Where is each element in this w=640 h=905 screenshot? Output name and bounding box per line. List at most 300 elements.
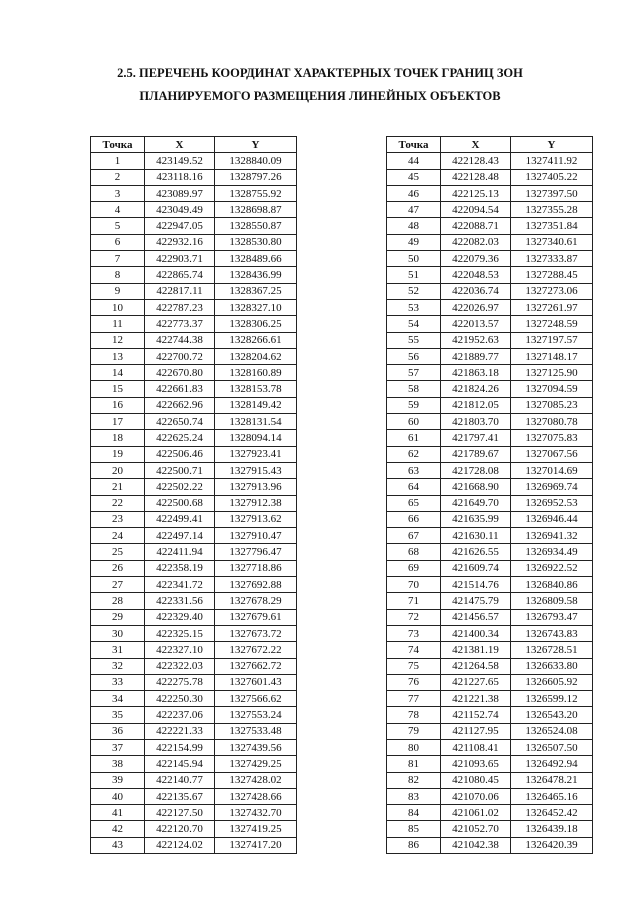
- cell-y: 1327248.59: [511, 316, 593, 332]
- cell-x: 421400.34: [441, 625, 511, 641]
- cell-point: 8: [91, 267, 145, 283]
- cell-x: 422329.40: [145, 609, 215, 625]
- cell-point: 32: [91, 658, 145, 674]
- cell-y: 1328266.61: [215, 332, 297, 348]
- cell-y: 1326840.86: [511, 577, 593, 593]
- cell-x: 421728.08: [441, 462, 511, 478]
- cell-x: 422124.02: [145, 837, 215, 853]
- cell-y: 1328530.80: [215, 234, 297, 250]
- cell-y: 1327429.25: [215, 756, 297, 772]
- cell-x: 421952.63: [441, 332, 511, 348]
- table-row: [91, 332, 297, 348]
- cell-point: 14: [91, 365, 145, 381]
- table-row: [91, 299, 297, 315]
- table-row: [91, 788, 297, 804]
- cell-x: 422932.16: [145, 234, 215, 250]
- table-row: [91, 462, 297, 478]
- cell-point: 58: [387, 381, 441, 397]
- cell-y: 1328149.42: [215, 397, 297, 413]
- header-y: Y: [511, 137, 593, 153]
- cell-x: 422947.05: [145, 218, 215, 234]
- cell-point: 68: [387, 544, 441, 560]
- cell-x: 422744.38: [145, 332, 215, 348]
- cell-y: 1327428.02: [215, 772, 297, 788]
- cell-y: 1326420.39: [511, 837, 593, 853]
- table-row: [387, 283, 593, 299]
- cell-y: 1328204.62: [215, 348, 297, 364]
- table-row: [91, 397, 297, 413]
- cell-point: 71: [387, 593, 441, 609]
- cell-x: 422661.83: [145, 381, 215, 397]
- table-row: [387, 251, 593, 267]
- cell-point: 76: [387, 674, 441, 690]
- cell-y: 1328160.89: [215, 365, 297, 381]
- table-row: [387, 316, 593, 332]
- table-row: [91, 283, 297, 299]
- cell-point: 2: [91, 169, 145, 185]
- table-row: [91, 691, 297, 707]
- cell-point: 81: [387, 756, 441, 772]
- cell-point: 4: [91, 202, 145, 218]
- cell-point: 60: [387, 414, 441, 430]
- cell-x: 422088.71: [441, 218, 511, 234]
- table-row: [91, 577, 297, 593]
- cell-x: 421812.05: [441, 397, 511, 413]
- cell-x: 421456.57: [441, 609, 511, 625]
- cell-x: 421227.65: [441, 674, 511, 690]
- header-point: Точка: [387, 137, 441, 153]
- cell-point: 31: [91, 642, 145, 658]
- cell-y: 1328306.25: [215, 316, 297, 332]
- cell-y: 1326922.52: [511, 560, 593, 576]
- cell-x: 422275.78: [145, 674, 215, 690]
- table-row: [387, 430, 593, 446]
- cell-y: 1328327.10: [215, 299, 297, 315]
- cell-y: 1327439.56: [215, 739, 297, 755]
- table-row: [91, 169, 297, 185]
- cell-point: 29: [91, 609, 145, 625]
- cell-y: 1326605.92: [511, 674, 593, 690]
- cell-point: 73: [387, 625, 441, 641]
- table-row: [91, 202, 297, 218]
- cell-x: 422127.50: [145, 805, 215, 821]
- cell-y: 1326793.47: [511, 609, 593, 625]
- cell-y: 1326969.74: [511, 479, 593, 495]
- cell-x: 421080.45: [441, 772, 511, 788]
- cell-point: 70: [387, 577, 441, 593]
- cell-y: 1326492.94: [511, 756, 593, 772]
- cell-y: 1327148.17: [511, 348, 593, 364]
- table-row: [387, 479, 593, 495]
- cell-point: 37: [91, 739, 145, 755]
- table-row: [91, 609, 297, 625]
- cell-point: 26: [91, 560, 145, 576]
- cell-x: 422322.03: [145, 658, 215, 674]
- cell-point: 79: [387, 723, 441, 739]
- cell-x: 422325.15: [145, 625, 215, 641]
- cell-y: 1327915.43: [215, 462, 297, 478]
- cell-x: 422331.56: [145, 593, 215, 609]
- cell-x: 421789.67: [441, 446, 511, 462]
- cell-x: 421635.99: [441, 511, 511, 527]
- cell-point: 30: [91, 625, 145, 641]
- table-row: [387, 837, 593, 853]
- cell-y: 1327417.20: [215, 837, 297, 853]
- cell-point: 45: [387, 169, 441, 185]
- cell-x: 422079.36: [441, 251, 511, 267]
- cell-point: 69: [387, 560, 441, 576]
- cell-x: 422120.70: [145, 821, 215, 837]
- table-row: [387, 772, 593, 788]
- cell-x: 421863.18: [441, 365, 511, 381]
- cell-x: 422237.06: [145, 707, 215, 723]
- table-row: [91, 479, 297, 495]
- cell-point: 16: [91, 397, 145, 413]
- header-point: Точка: [91, 137, 145, 153]
- cell-x: 421127.95: [441, 723, 511, 739]
- cell-x: 421803.70: [441, 414, 511, 430]
- cell-x: 423149.52: [145, 153, 215, 169]
- cell-x: 421221.38: [441, 691, 511, 707]
- document-title: [0, 62, 640, 108]
- table-row: [387, 739, 593, 755]
- title-line-1: 2.5. ПЕРЕЧЕНЬ КООРДИНАТ ХАРАКТЕРНЫХ ТОЧЕК ГРАНИЦ ЗОН: [117, 66, 523, 80]
- table-row: [91, 511, 297, 527]
- table-row: [387, 511, 593, 527]
- table-row: [387, 299, 593, 315]
- cell-x: 422145.94: [145, 756, 215, 772]
- table-row: [91, 267, 297, 283]
- cell-x: 421626.55: [441, 544, 511, 560]
- table-row: [387, 153, 593, 169]
- cell-point: 17: [91, 414, 145, 430]
- cell-x: 422128.43: [441, 153, 511, 169]
- cell-x: 422026.97: [441, 299, 511, 315]
- cell-y: 1327662.72: [215, 658, 297, 674]
- table-row: [91, 495, 297, 511]
- table-row: [387, 821, 593, 837]
- cell-y: 1327912.38: [215, 495, 297, 511]
- cell-x: 423049.49: [145, 202, 215, 218]
- cell-y: 1327125.90: [511, 365, 593, 381]
- table-row: [387, 202, 593, 218]
- cell-point: 53: [387, 299, 441, 315]
- cell-y: 1328094.14: [215, 430, 297, 446]
- table-row: [387, 788, 593, 804]
- cell-x: 422500.71: [145, 462, 215, 478]
- cell-point: 86: [387, 837, 441, 853]
- table-row: [387, 805, 593, 821]
- cell-y: 1327923.41: [215, 446, 297, 462]
- cell-point: 50: [387, 251, 441, 267]
- table-body-left: [91, 153, 297, 854]
- table-row: [387, 185, 593, 201]
- cell-point: 57: [387, 365, 441, 381]
- header-x: X: [441, 137, 511, 153]
- cell-y: 1328797.26: [215, 169, 297, 185]
- cell-x: 422154.99: [145, 739, 215, 755]
- cell-point: 41: [91, 805, 145, 821]
- cell-y: 1328550.87: [215, 218, 297, 234]
- cell-y: 1326633.80: [511, 658, 593, 674]
- cell-point: 78: [387, 707, 441, 723]
- cell-x: 422094.54: [441, 202, 511, 218]
- cell-point: 3: [91, 185, 145, 201]
- cell-x: 422036.74: [441, 283, 511, 299]
- cell-y: 1328436.99: [215, 267, 297, 283]
- header-x: X: [145, 137, 215, 153]
- cell-x: 422500.68: [145, 495, 215, 511]
- cell-point: 67: [387, 528, 441, 544]
- cell-y: 1328153.78: [215, 381, 297, 397]
- cell-y: 1327672.22: [215, 642, 297, 658]
- cell-point: 34: [91, 691, 145, 707]
- table-row: [387, 365, 593, 381]
- cell-y: 1327910.47: [215, 528, 297, 544]
- cell-x: 422221.33: [145, 723, 215, 739]
- cell-point: 5: [91, 218, 145, 234]
- table-row: [91, 234, 297, 250]
- cell-x: 421649.70: [441, 495, 511, 511]
- cell-x: 422341.72: [145, 577, 215, 593]
- table-header-row: [91, 137, 297, 153]
- cell-point: 24: [91, 528, 145, 544]
- table-row: [91, 348, 297, 364]
- table-row: [91, 642, 297, 658]
- cell-point: 85: [387, 821, 441, 837]
- table-row: [91, 365, 297, 381]
- cell-point: 18: [91, 430, 145, 446]
- table-row: [91, 381, 297, 397]
- cell-x: 422662.96: [145, 397, 215, 413]
- table-row: [387, 593, 593, 609]
- table-row: [91, 544, 297, 560]
- cell-x: 421093.65: [441, 756, 511, 772]
- cell-y: 1328698.87: [215, 202, 297, 218]
- cell-x: 422411.94: [145, 544, 215, 560]
- cell-x: 421061.02: [441, 805, 511, 821]
- cell-y: 1327533.48: [215, 723, 297, 739]
- cell-point: 22: [91, 495, 145, 511]
- cell-x: 422358.19: [145, 560, 215, 576]
- cell-point: 59: [387, 397, 441, 413]
- cell-point: 12: [91, 332, 145, 348]
- table-row: [387, 609, 593, 625]
- cell-y: 1327428.66: [215, 788, 297, 804]
- table-row: [387, 577, 593, 593]
- cell-y: 1327692.88: [215, 577, 297, 593]
- cell-x: 421052.70: [441, 821, 511, 837]
- table-row: [387, 332, 593, 348]
- cell-point: 84: [387, 805, 441, 821]
- cell-y: 1327067.56: [511, 446, 593, 462]
- cell-y: 1327351.84: [511, 218, 593, 234]
- cell-point: 49: [387, 234, 441, 250]
- cell-x: 422327.10: [145, 642, 215, 658]
- cell-point: 6: [91, 234, 145, 250]
- cell-x: 422817.11: [145, 283, 215, 299]
- table-row: [91, 185, 297, 201]
- coordinates-table-left: [90, 136, 297, 854]
- table-row: [91, 593, 297, 609]
- cell-point: 72: [387, 609, 441, 625]
- cell-point: 83: [387, 788, 441, 804]
- cell-x: 421042.38: [441, 837, 511, 853]
- table-row: [387, 397, 593, 413]
- cell-y: 1326941.32: [511, 528, 593, 544]
- table-row: [387, 691, 593, 707]
- table-row: [387, 723, 593, 739]
- cell-y: 1327340.61: [511, 234, 593, 250]
- cell-x: 421668.90: [441, 479, 511, 495]
- cell-y: 1326507.50: [511, 739, 593, 755]
- cell-y: 1328367.25: [215, 283, 297, 299]
- table-row: [91, 316, 297, 332]
- cell-x: 422625.24: [145, 430, 215, 446]
- table-row: [91, 837, 297, 853]
- cell-x: 422499.41: [145, 511, 215, 527]
- cell-point: 28: [91, 593, 145, 609]
- cell-point: 65: [387, 495, 441, 511]
- cell-y: 1327411.92: [511, 153, 593, 169]
- table-row: [387, 658, 593, 674]
- cell-point: 27: [91, 577, 145, 593]
- cell-y: 1327197.57: [511, 332, 593, 348]
- cell-y: 1327913.62: [215, 511, 297, 527]
- cell-point: 10: [91, 299, 145, 315]
- cell-y: 1327678.29: [215, 593, 297, 609]
- table-row: [387, 674, 593, 690]
- cell-x: 421108.41: [441, 739, 511, 755]
- cell-x: 421475.79: [441, 593, 511, 609]
- cell-y: 1326952.53: [511, 495, 593, 511]
- cell-point: 46: [387, 185, 441, 201]
- cell-x: 422865.74: [145, 267, 215, 283]
- cell-y: 1327601.43: [215, 674, 297, 690]
- cell-point: 56: [387, 348, 441, 364]
- table-row: [387, 169, 593, 185]
- table-row: [387, 446, 593, 462]
- cell-point: 82: [387, 772, 441, 788]
- cell-x: 421889.77: [441, 348, 511, 364]
- table-row: [387, 462, 593, 478]
- cell-point: 80: [387, 739, 441, 755]
- table-header-row: [387, 137, 593, 153]
- cell-x: 422128.48: [441, 169, 511, 185]
- cell-x: 422903.71: [145, 251, 215, 267]
- cell-point: 52: [387, 283, 441, 299]
- table-row: [387, 707, 593, 723]
- cell-x: 422497.14: [145, 528, 215, 544]
- cell-x: 422013.57: [441, 316, 511, 332]
- cell-x: 421797.41: [441, 430, 511, 446]
- cell-y: 1327718.86: [215, 560, 297, 576]
- cell-point: 61: [387, 430, 441, 446]
- cell-y: 1327355.28: [511, 202, 593, 218]
- cell-y: 1326743.83: [511, 625, 593, 641]
- cell-y: 1326524.08: [511, 723, 593, 739]
- table-row: [91, 772, 297, 788]
- cell-x: 422773.37: [145, 316, 215, 332]
- cell-y: 1327273.06: [511, 283, 593, 299]
- table-row: [91, 560, 297, 576]
- table-row: [387, 756, 593, 772]
- cell-x: 422135.67: [145, 788, 215, 804]
- cell-point: 39: [91, 772, 145, 788]
- cell-point: 64: [387, 479, 441, 495]
- table-row: [91, 756, 297, 772]
- table-row: [91, 723, 297, 739]
- cell-y: 1327419.25: [215, 821, 297, 837]
- cell-point: 55: [387, 332, 441, 348]
- cell-y: 1326452.42: [511, 805, 593, 821]
- cell-point: 33: [91, 674, 145, 690]
- cell-point: 20: [91, 462, 145, 478]
- cell-point: 43: [91, 837, 145, 853]
- cell-x: 421514.76: [441, 577, 511, 593]
- table-row: [387, 642, 593, 658]
- cell-point: 48: [387, 218, 441, 234]
- cell-point: 51: [387, 267, 441, 283]
- cell-x: 422670.80: [145, 365, 215, 381]
- cell-x: 422650.74: [145, 414, 215, 430]
- cell-y: 1326728.51: [511, 642, 593, 658]
- cell-x: 421381.19: [441, 642, 511, 658]
- table-row: [387, 218, 593, 234]
- cell-y: 1328840.09: [215, 153, 297, 169]
- cell-point: 77: [387, 691, 441, 707]
- table-row: [91, 674, 297, 690]
- table-body-right: [387, 153, 593, 854]
- cell-y: 1326809.58: [511, 593, 593, 609]
- cell-y: 1328755.92: [215, 185, 297, 201]
- cell-y: 1328489.66: [215, 251, 297, 267]
- cell-x: 422787.23: [145, 299, 215, 315]
- cell-y: 1327679.61: [215, 609, 297, 625]
- cell-y: 1326465.16: [511, 788, 593, 804]
- cell-point: 11: [91, 316, 145, 332]
- cell-y: 1327566.62: [215, 691, 297, 707]
- cell-x: 421070.06: [441, 788, 511, 804]
- cell-x: 421152.74: [441, 707, 511, 723]
- cell-point: 23: [91, 511, 145, 527]
- table-row: [91, 528, 297, 544]
- table-row: [91, 805, 297, 821]
- cell-point: 7: [91, 251, 145, 267]
- cell-y: 1327094.59: [511, 381, 593, 397]
- cell-y: 1327080.78: [511, 414, 593, 430]
- cell-point: 66: [387, 511, 441, 527]
- cell-y: 1326934.49: [511, 544, 593, 560]
- cell-y: 1327075.83: [511, 430, 593, 446]
- table-row: [387, 234, 593, 250]
- table-row: [91, 251, 297, 267]
- cell-y: 1326543.20: [511, 707, 593, 723]
- cell-x: 422502.22: [145, 479, 215, 495]
- cell-point: 21: [91, 479, 145, 495]
- table-row: [91, 821, 297, 837]
- cell-x: 421630.11: [441, 528, 511, 544]
- cell-point: 47: [387, 202, 441, 218]
- table-row: [91, 430, 297, 446]
- cell-point: 15: [91, 381, 145, 397]
- cell-y: 1326478.21: [511, 772, 593, 788]
- cell-x: 421824.26: [441, 381, 511, 397]
- cell-y: 1326946.44: [511, 511, 593, 527]
- cell-point: 13: [91, 348, 145, 364]
- cell-x: 422700.72: [145, 348, 215, 364]
- cell-point: 40: [91, 788, 145, 804]
